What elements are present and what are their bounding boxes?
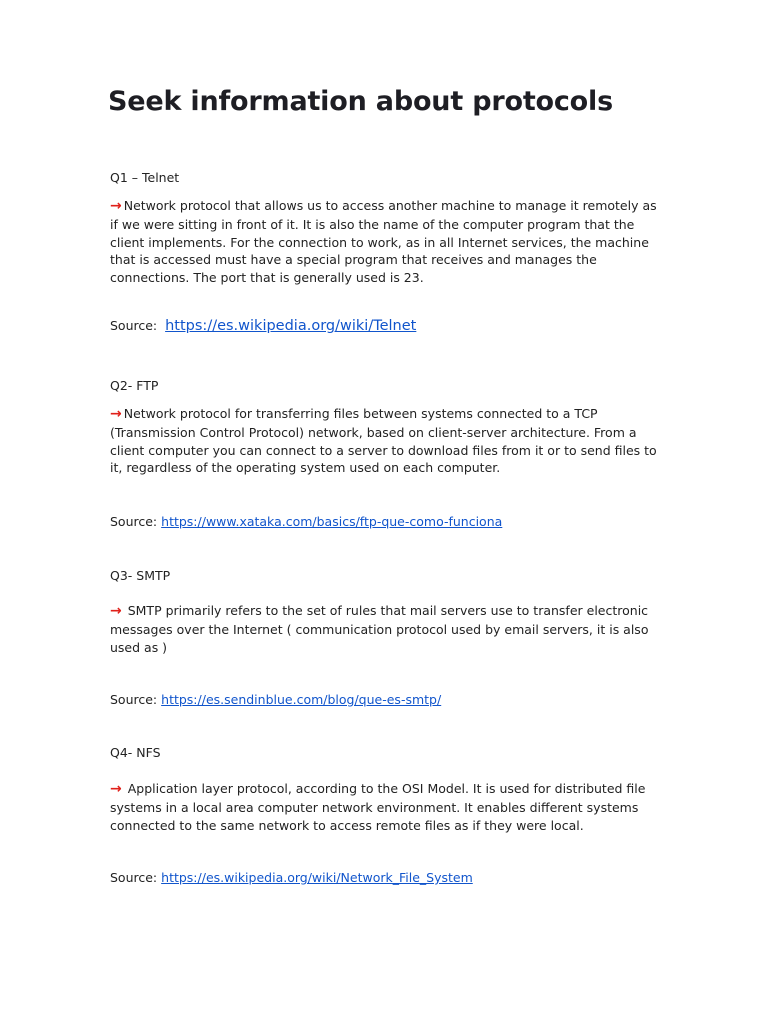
source-link-telnet[interactable]: https://es.wikipedia.org/wiki/Telnet: [165, 318, 417, 334]
question-heading-ftp: Q2- FTP: [110, 378, 159, 393]
answer-text: Network protocol that allows us to access another machine to manage it remotely as if we were sitting in front of it. It is also the name of the computer program that the client implements. For the connection to work, as in all Internet services, the machine that is accessed must have a special program that receives and manages the connections. The port that is generally used is 23.: [110, 198, 657, 286]
question-heading-smtp: Q3- SMTP: [110, 568, 171, 583]
source-link-smtp[interactable]: https://es.sendinblue.com/blog/que-es-smtp/: [161, 692, 442, 707]
source-label: Source:: [110, 318, 158, 333]
source-telnet: [110, 318, 416, 334]
answer-smtp: [110, 602, 660, 656]
right-arrow-icon: →: [110, 198, 122, 214]
source-smtp: [110, 692, 441, 707]
source-nfs: [110, 870, 473, 885]
answer-telnet: [110, 197, 660, 287]
answer-text: Application layer protocol, according to the OSI Model. It is used for distributed file systems in a local area computer network environment. It enables different systems connected to the same network to access remote files as if they were local.: [110, 781, 646, 833]
answer-text: Network protocol for transferring files between systems connected to a TCP (Transmission Control Protocol) network, based on client-server architecture. From a client computer you can connect to a server to download files from it or to send files to it, regardless of the operating system used on each computer.: [110, 406, 657, 476]
source-ftp: [110, 514, 502, 529]
source-label: Source:: [110, 514, 158, 529]
question-heading-nfs: Q4- NFS: [110, 745, 161, 760]
right-arrow-icon: →: [110, 603, 122, 619]
answer-nfs: [110, 780, 660, 834]
source-link-nfs[interactable]: https://es.wikipedia.org/wiki/Network_File_System: [161, 870, 473, 885]
right-arrow-icon: →: [110, 781, 122, 797]
question-heading-telnet: Q1 – Telnet: [110, 170, 180, 185]
source-link-ftp[interactable]: https://www.xataka.com/basics/ftp-que-como-funciona: [161, 514, 503, 529]
source-label: Source:: [110, 692, 158, 707]
answer-text: SMTP primarily refers to the set of rules that mail servers use to transfer electronic messages over the Internet ( communication protocol used by email servers, it is also used as ): [110, 603, 649, 655]
page-title: Seek information about protocols: [108, 86, 613, 117]
source-label: Source:: [110, 870, 158, 885]
answer-ftp: [110, 405, 660, 477]
right-arrow-icon: →: [110, 406, 122, 422]
